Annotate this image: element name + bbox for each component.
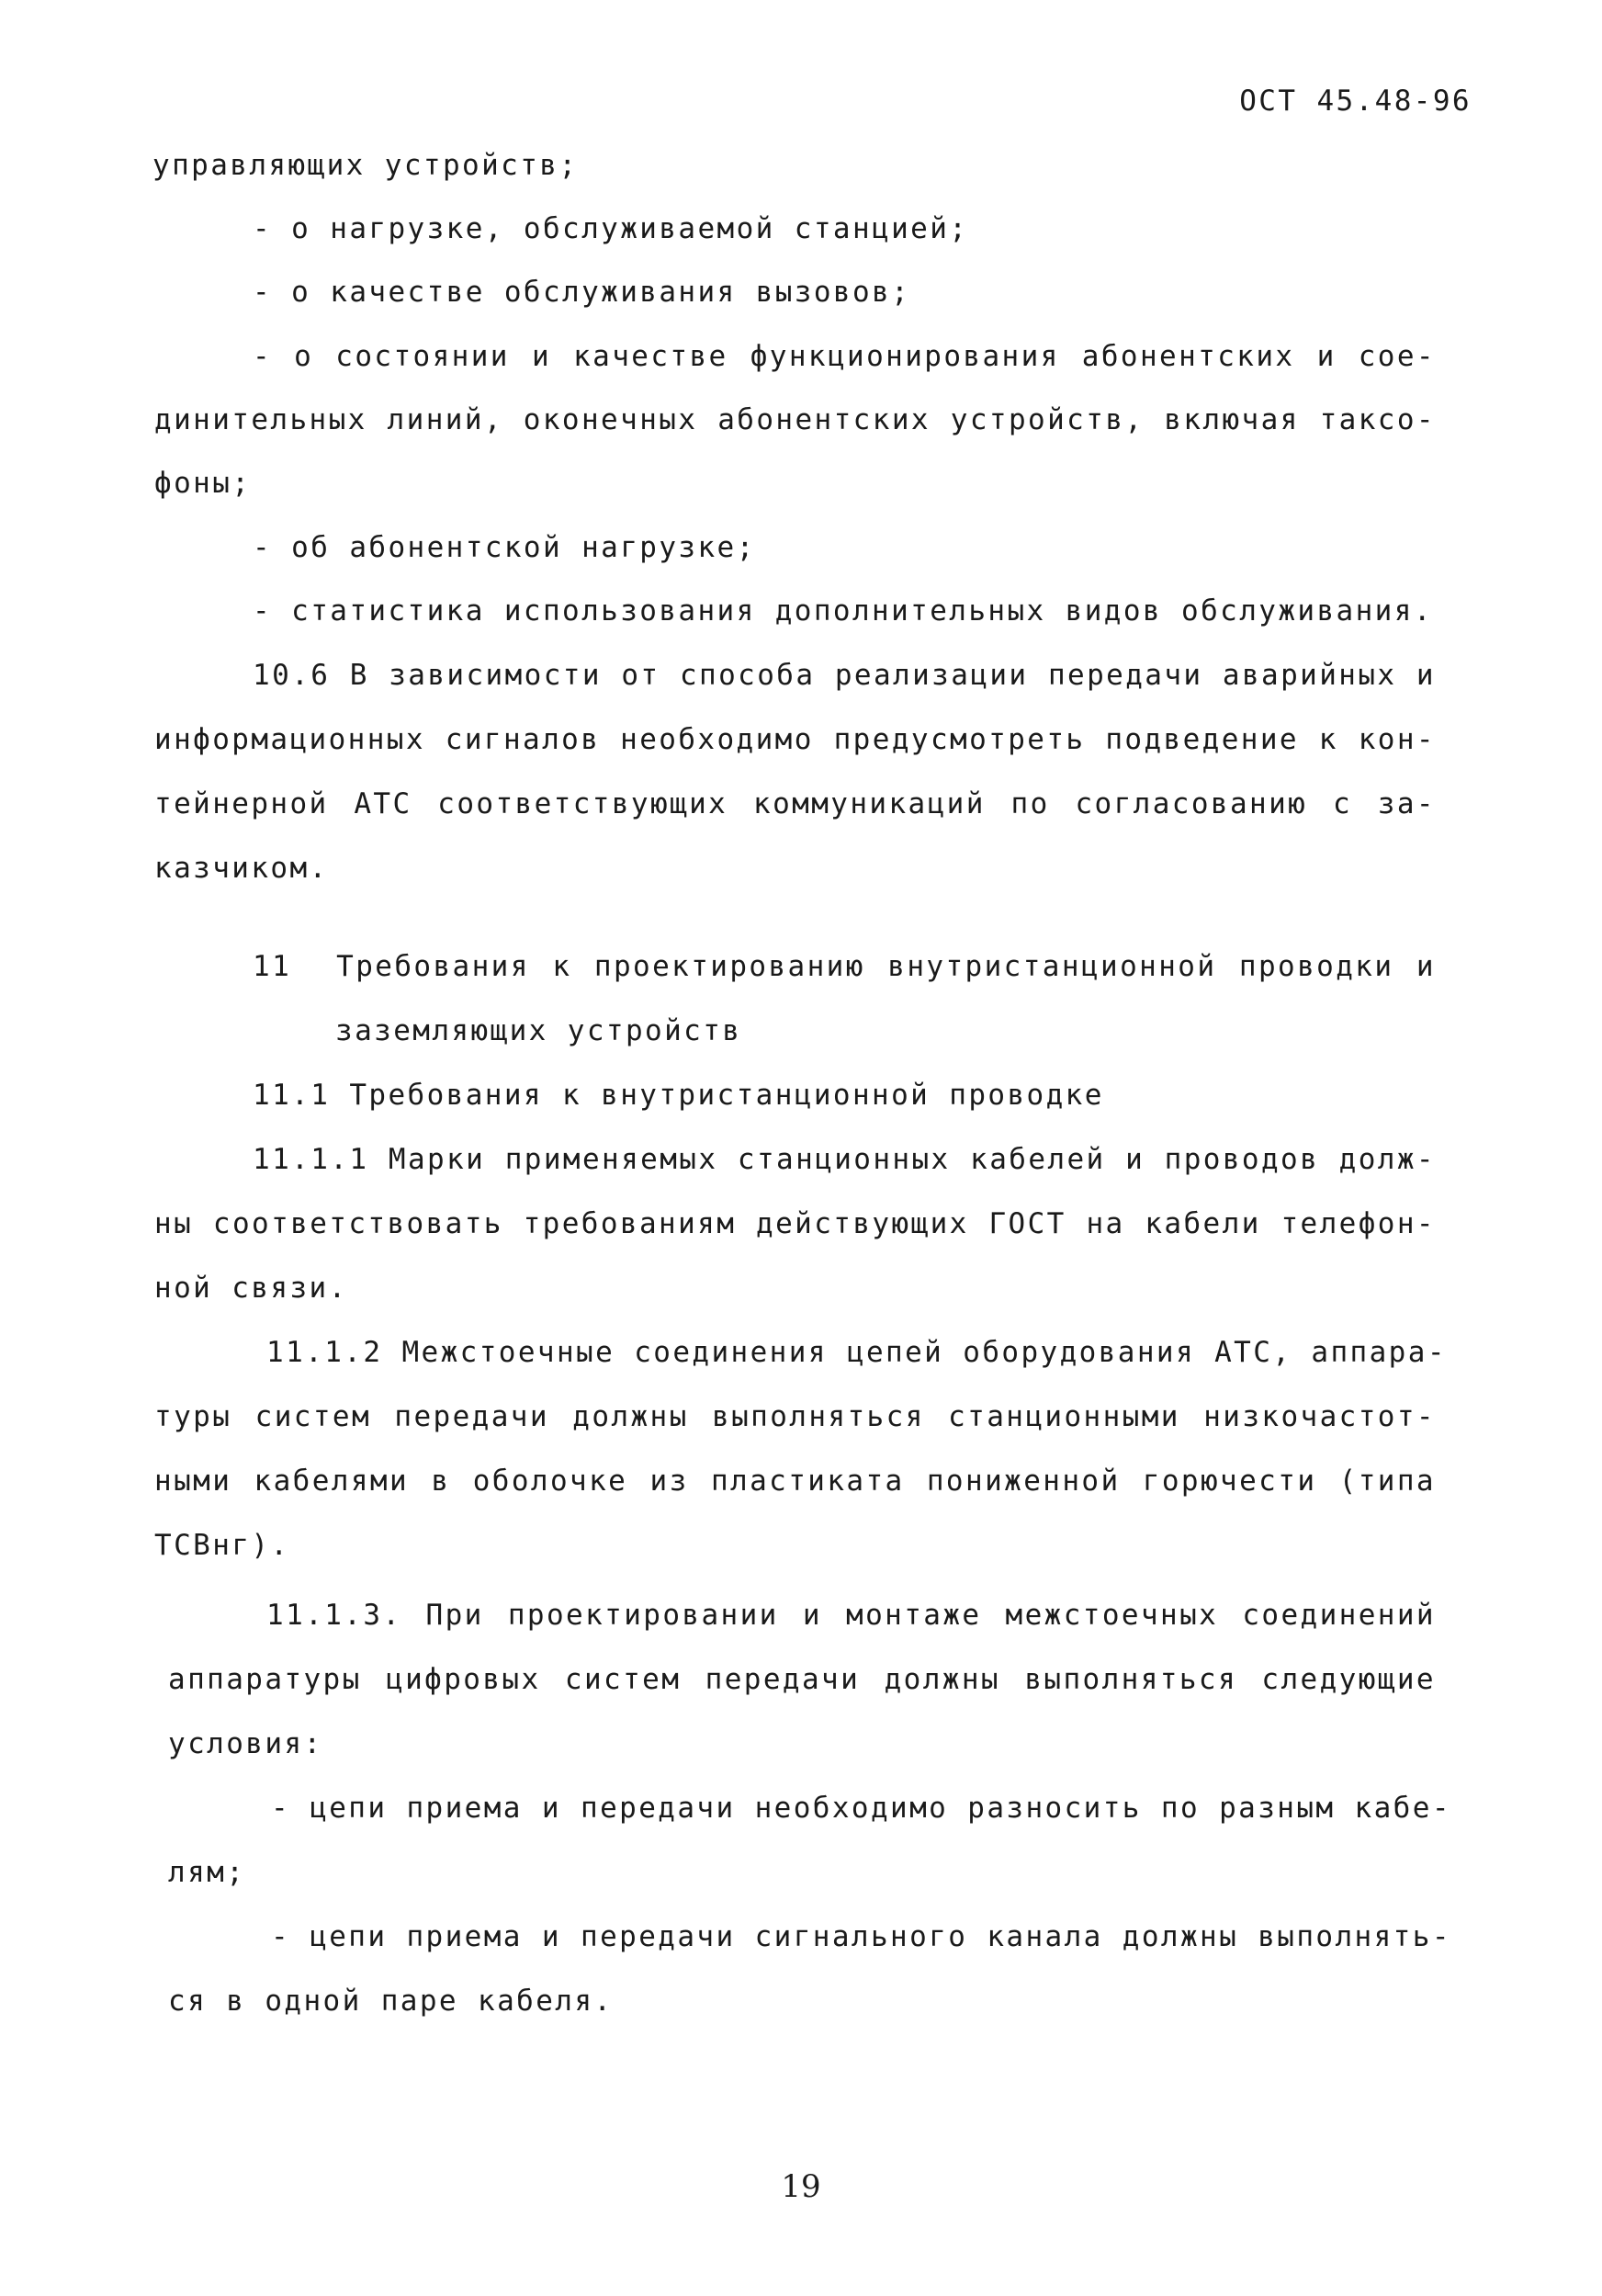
text-line: ной связи. — [154, 1272, 348, 1305]
list-item: - об абонентской нагрузке; — [253, 531, 756, 564]
document-code: ОСТ 45.48-96 — [1239, 85, 1472, 118]
text-line: ся в одной паре кабеля. — [168, 1985, 614, 2018]
text-line: тейнерной АТС соответствующих коммуникаций по согласованию с за- — [154, 787, 1436, 820]
text-line: динительных линий, оконечных абонентских устройств, включая таксо- — [154, 403, 1436, 436]
subsection-heading-11-1: 11.1 Требования к внутристанционной проводке — [253, 1079, 1104, 1112]
text-line: условия: — [168, 1727, 323, 1760]
text-line: туры систем передачи должны выполняться станционными низкочастот- — [154, 1400, 1436, 1433]
section-heading-11: 11 Требования к проектированию внутристанционной проводки и — [253, 950, 1436, 983]
text-line: информационных сигналов необходимо предусмотреть подведение к кон- — [154, 723, 1436, 756]
list-item: - о качестве обслуживания вызовов; — [253, 276, 911, 309]
list-item: - о состоянии и качестве функционирования абонентских и сое- — [253, 340, 1436, 373]
text-line: аппаратуры цифровых систем передачи должны выполняться следующие — [168, 1663, 1436, 1696]
list-item: - цепи приема и передачи необходимо разносить по разным кабе- — [271, 1792, 1451, 1825]
list-item: - статистика использования дополнительных видов обслуживания. — [253, 594, 1433, 628]
paragraph-11-1-1: 11.1.1 Марки применяемых станционных кабелей и проводов долж- — [253, 1143, 1436, 1176]
text-line: казчиком. — [154, 852, 329, 885]
list-item: - цепи приема и передачи сигнального канала должны выполнять- — [271, 1920, 1451, 1953]
text-line: ны соответствовать требованиям действующих ГОСТ на кабели телефон- — [154, 1207, 1436, 1240]
text-line: фоны; — [154, 467, 252, 500]
paragraph-11-1-2: 11.1.2 Межстоечные соединения цепей оборудования АТС, аппара- — [266, 1336, 1447, 1369]
list-item: - о нагрузке, обслуживаемой станцией; — [253, 212, 969, 245]
paragraph-11-1-3: 11.1.3. При проектировании и монтаже межстоечных соединений — [266, 1599, 1436, 1632]
text-line: ТСВнг). — [154, 1529, 290, 1562]
paragraph-10-6: 10.6 В зависимости от способа реализации передачи аварийных и — [253, 659, 1436, 692]
section-heading-11-cont: заземляющих устройств — [335, 1014, 742, 1047]
text-line: управляющих устройств; — [152, 149, 579, 182]
text-line: ными кабелями в оболочке из пластиката пониженной горючести (типа — [154, 1465, 1436, 1498]
page-number: 19 — [781, 2168, 821, 2205]
text-line: лям; — [168, 1856, 246, 1889]
